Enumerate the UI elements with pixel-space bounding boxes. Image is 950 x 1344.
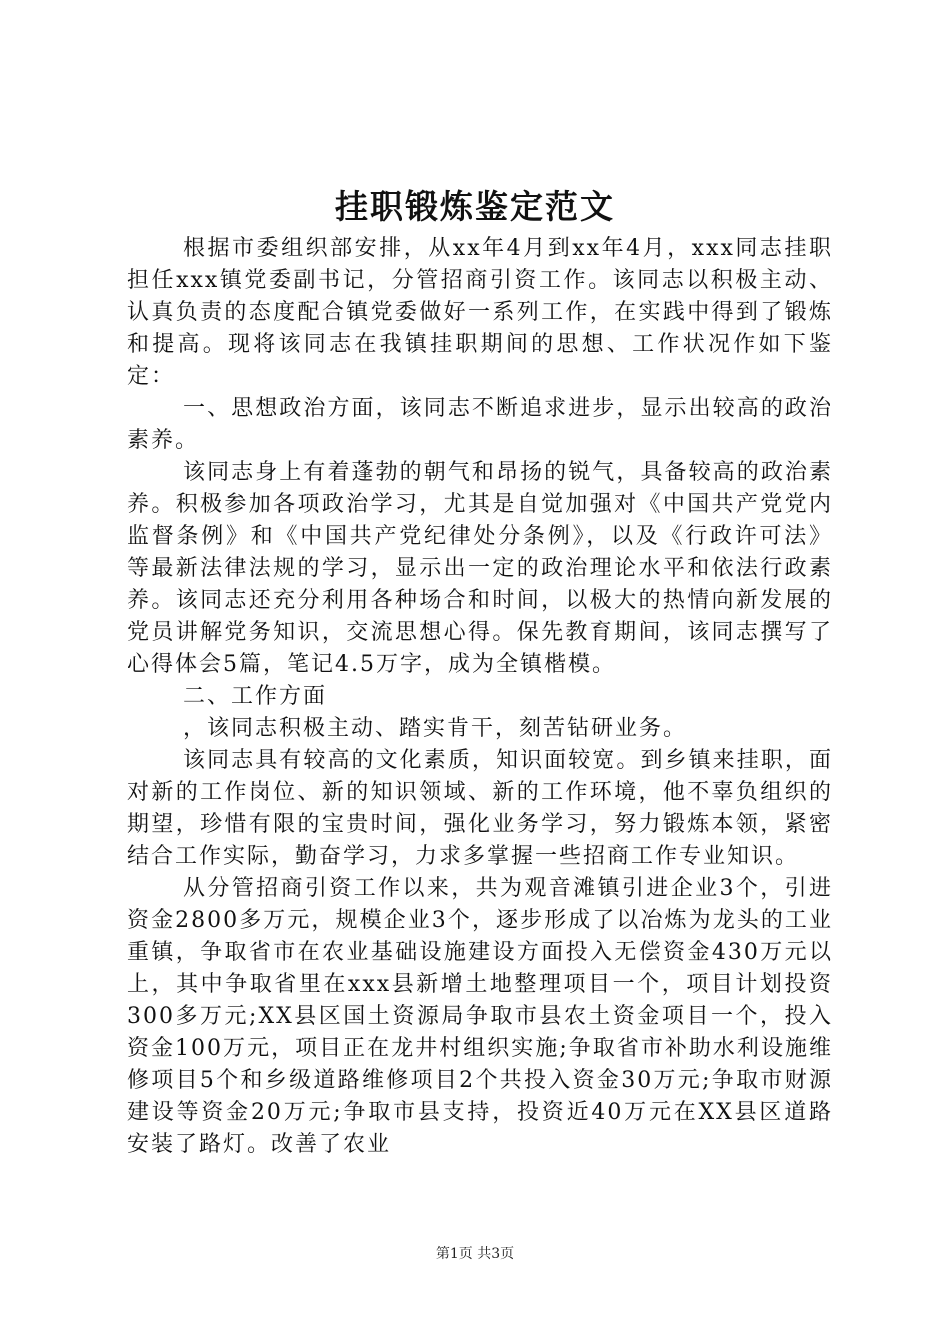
document-body	[127, 233, 833, 1161]
paragraph-section-2-heading: 二、工作方面	[183, 684, 328, 709]
paragraph-section-1-heading: 一、思想政治方面，该同志不断追求进步，显示出较高的政治素养。	[127, 396, 833, 453]
paragraph-political: 该同志身上有着蓬勃的朝气和昂扬的锐气，具备较高的政治素养。积极参加各项政治学习，尤其是自觉加强对《中国共产党党内监督条例》和《中国共产党纪律处分条例》，以及《行政许可法》等最新法律法规的学习，显示出一定的政治理论水平和依法行政素养。该同志还充分利用各种场合和时间，以极大的热情向新发展的党员讲解党务知识，交流思想心得。保先教育期间，该同志撰写了心得体会5篇，笔记4.5万字，成为全镇楷模。	[127, 460, 833, 677]
document-title: 挂职锻炼鉴定范文	[335, 187, 615, 226]
page-footer: 第1页 共3页	[435, 1246, 515, 1262]
paragraph-study: 该同志具有较高的文化素质，知识面较宽。到乡镇来挂职，面对新的工作岗位、新的知识领域、新的工作环境，他不辜负组织的期望，珍惜有限的宝贵时间，强化业务学习，努力锻炼本领，紧密结合工作实际，勤奋学习，力求多掌握一些招商工作专业知识。	[127, 748, 833, 869]
paragraph-intro: 根据市委组织部安排，从xx年4月到xx年4月，xxx同志挂职担任xxx镇党委副书记，分管招商引资工作。该同志以积极主动、认真负责的态度配合镇党委做好一系列工作，在实践中得到了锻炼和提高。现将该同志在我镇挂职期间的思想、工作状况作如下鉴定：	[127, 236, 833, 389]
paragraph-investment: 从分管招商引资工作以来，共为观音滩镇引进企业3个，引进资金2800多万元，规模企业3个，逐步形成了以冶炼为龙头的工业重镇，争取省市在农业基础设施建设方面投入无偿资金430万元以上，其中争取省里在xxx县新增土地整理项目一个，项目计划投资300多万元;XX县区国土资源局争取市县农土资金项目一个，投入资金100万元，项目正在龙井村组织实施;争取省市补助水利设施维修项目5个和乡级道路维修项目2个共投入资金30万元;争取市财源建设等资金20万元;争取市县支持，投资近40万元在XX县区道路安装了路灯。改善了农业	[127, 876, 833, 1157]
paragraph-work-summary: ，该同志积极主动、踏实肯干，刻苦钻研业务。	[183, 716, 688, 741]
